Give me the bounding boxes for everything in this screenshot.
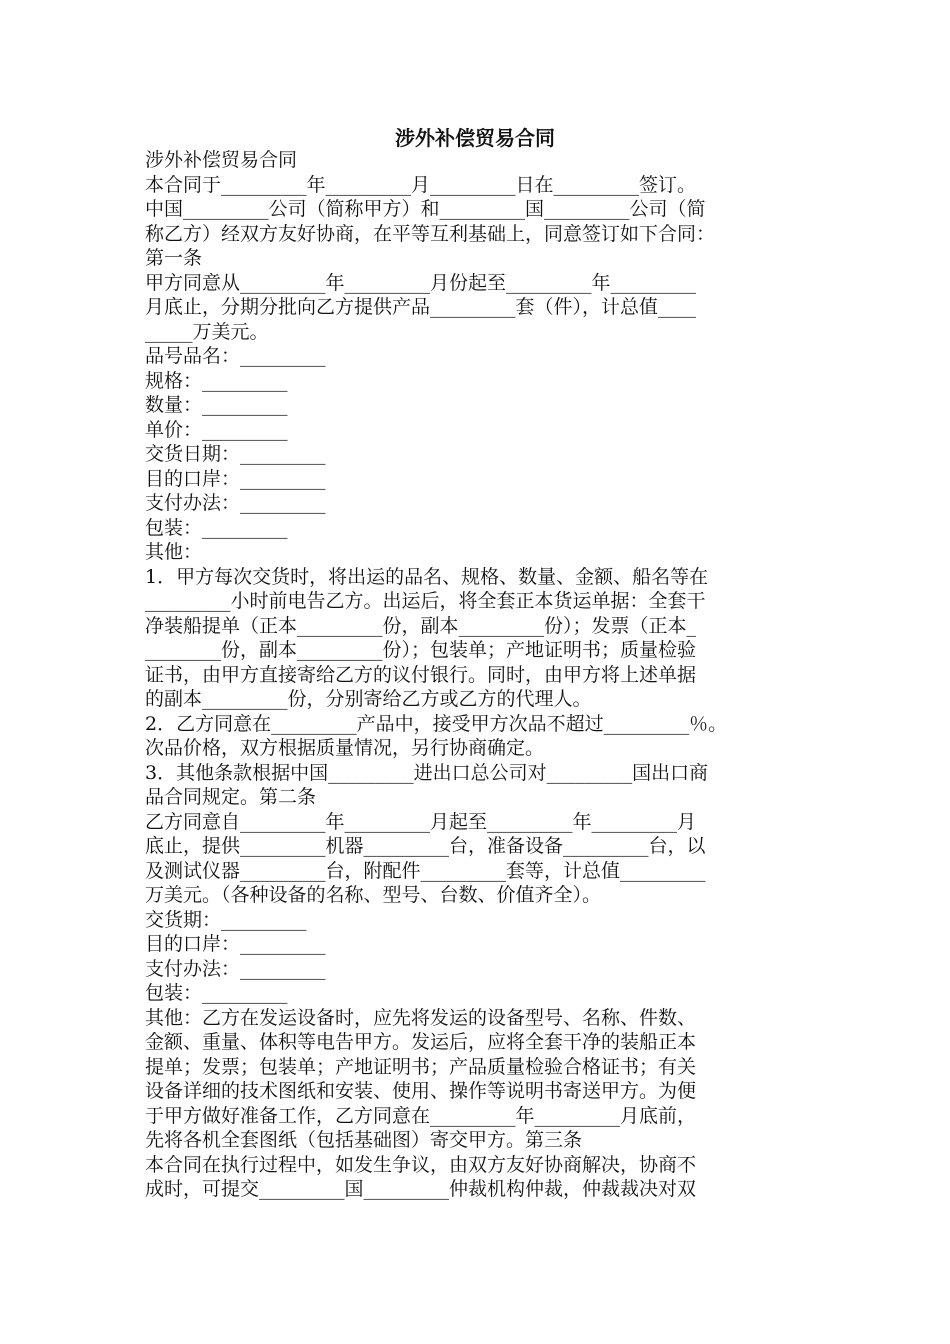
document-line: 支付办法：_________ xyxy=(145,957,326,980)
document-line: 本合同于_________年_________月_________日在_________签订。 xyxy=(145,173,697,196)
document-line: 底止，提供_________机器_________台，准备设备_________台，以 xyxy=(145,835,706,857)
document-line: 本合同在执行过程中，如发生争议，由双方友好协商解决，协商不 xyxy=(145,1153,697,1176)
document-line: ________份，副本_________份）；包装单；产地证明书；质量检验 xyxy=(145,639,697,661)
document-line: 包装：_________ xyxy=(145,982,288,1004)
document-line: 万美元。（各种设备的名称、型号、台数、价值齐全）。 xyxy=(145,884,602,906)
document-line: 先将各机全套图纸（包括基础图）寄交甲方。第三条 xyxy=(145,1129,583,1151)
document-line: 3．其他条款根据中国_________进出口总公司对_________国出口商 xyxy=(145,761,709,784)
document-line: 品合同规定。第二条 xyxy=(145,786,317,808)
document-line: 的副本_________份，分别寄给乙方或乙方的代理人。 xyxy=(145,688,592,710)
document-line: 金额、重量、体积等电告甲方。发运后，应将全套干净的装船正本 xyxy=(145,1031,697,1053)
document-line: 次品价格，双方根据质量情况，另行协商确定。 xyxy=(145,737,545,759)
document-line: 包装：_________ xyxy=(145,516,288,539)
document-line: _____万美元。 xyxy=(145,320,269,343)
document-line: 成时，可提交_________国_________仲裁机构仲裁，仲裁裁决对双 xyxy=(145,1178,697,1200)
document-line: 1．甲方每次交货时，将出运的品名、规格、数量、金额、船名等在 xyxy=(145,565,709,588)
document-line: 乙方同意自_________年_________月起至_________年_________月 xyxy=(145,810,697,833)
document-line: 其他： xyxy=(145,541,203,563)
document-line: 中国_________公司（简称甲方）和_________国_________公司（简 xyxy=(145,198,706,220)
document-line: 交货期：_________ xyxy=(145,908,307,931)
document-line: 甲方同意从_________年_________月份起至_________年_________ xyxy=(145,271,697,294)
document-title: 涉外补偿贸易合同 xyxy=(395,126,555,150)
document-line: 涉外补偿贸易合同 xyxy=(145,149,298,171)
document-line: 单价：_________ xyxy=(145,418,288,441)
document-line: 2．乙方同意在_________产品中，接受甲方次品不超过_________％。 xyxy=(145,712,728,735)
document-body xyxy=(145,148,813,1202)
document-line: 称乙方）经双方友好协商，在平等互利基础上，同意签订如下合同： xyxy=(145,222,716,245)
document-line: 提单；发票；包装单；产地证明书；产品质量检验合格证书；有关 xyxy=(145,1055,697,1078)
document-line: 交货日期：_________ xyxy=(145,443,326,465)
document-line: 支付办法：_________ xyxy=(145,492,326,514)
document-line: 其他：乙方在发运设备时，应先将发运的设备型号、名称、件数、 xyxy=(145,1006,697,1029)
document-line: 目的口岸：_________ xyxy=(145,933,326,955)
document-line: _________小时前电告乙方。出运后，将全套正本货运单据：全套干 xyxy=(145,590,706,612)
document-line: 目的口岸：_________ xyxy=(145,467,326,490)
document-line: 于甲方做好准备工作，乙方同意在_________年_________月底前， xyxy=(145,1104,697,1127)
document-line: 数量：_________ xyxy=(145,394,288,416)
document-line: 设备详细的技术图纸和安装、使用、操作等说明书寄送甲方。为便 xyxy=(145,1080,697,1102)
document-line: 及测试仪器_________台，附配件_________套等，计总值_________ xyxy=(145,859,706,882)
document-line: 品号品名：_________ xyxy=(145,345,326,367)
document-line: 第一条 xyxy=(145,247,203,269)
document-line: 净装船提单（正本_________份，副本_________份）；发票（正本_ xyxy=(145,614,697,637)
document-line: 月底止，分期分批向乙方提供产品_________套（件），计总值____ xyxy=(145,296,697,318)
document-line: 规格：_________ xyxy=(145,369,288,392)
document-line: 证书，由甲方直接寄给乙方的议付银行。同时，由甲方将上述单据 xyxy=(145,663,697,686)
